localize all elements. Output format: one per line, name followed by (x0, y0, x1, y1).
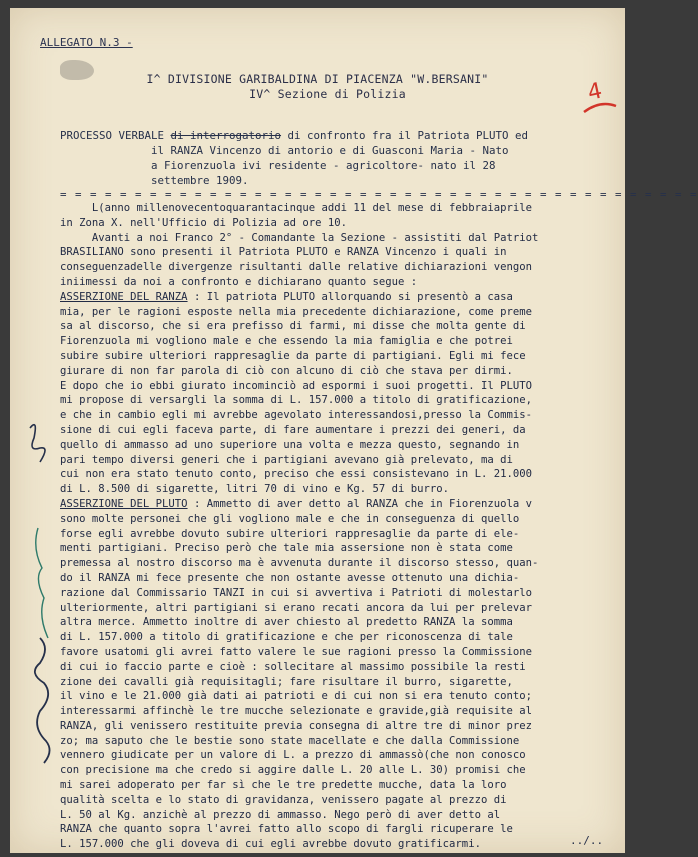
body-line: sione di cui egli faceva parte, di fare aumentare i prezzi dei generi, da (60, 423, 526, 436)
body-line: in Zona X. nell'Ufficio di Polizia ad ore 10. (60, 216, 348, 229)
body-line: RANZA che quanto sopra l'avrei fatto allo scopo di fargli ricuperare le (60, 823, 513, 836)
report-title-line3: a Fiorenzuola ivi residente - agricoltore- nato il 28 (151, 159, 496, 172)
document-page (10, 8, 698, 853)
body-line: Avanti a noi Franco 2° - Comandante la Sezione - assistiti dal Patriot (60, 231, 539, 244)
body-line: di L. 157.000 a titolo di gratificazione e che per riconoscenza di tale (60, 631, 513, 644)
body-line: mi propose di versargli la somma di L. 157.000 a titolo di gratificazione, (60, 394, 532, 407)
body-line: pari tempo diversi generi che i partigiani avevano già prelevato, ma di (60, 453, 513, 466)
margin-signatures-icon (10, 408, 70, 808)
body-line: conseguenzadelle divergenze risultanti dalle relative dichiarazioni vengon (60, 261, 532, 274)
header-division: I^ DIVISIONE GARIBALDINA DI PIACENZA "W.BERSANI" (146, 72, 489, 86)
report-title-suffix: di confronto fra il Patriota PLUTO ed (281, 129, 529, 142)
body-line: e che in cambio egli mi avrebbe agevolato interessandosi,presso la Commis- (60, 409, 532, 422)
report-title-line2: il RANZA Vincenzo di antorio e di Guasconi Maria - Nato (151, 144, 509, 157)
report-body (60, 201, 625, 852)
body-line: altra merce. Ammetto inoltre di aver chiesto al predetto RANZA la somma (60, 616, 513, 629)
body-line: E dopo che io ebbi giurato incominciò ad espormi i suoi progetti. Il PLUTO (60, 379, 532, 392)
body-line: subire subire ulteriori rappresaglie da parte di partigiani. Egli mi fece (60, 349, 526, 362)
red-pencil-number: 4 (585, 78, 605, 106)
body-line: iniimessi da noi a confronto e dichiarano quanto segue : (60, 275, 418, 288)
body-line: razione dal Commissario TANZI in cui si avvertiva i Patrioti di molestarlo (60, 586, 532, 599)
body-line: favore usatomi gli avrei fatto valere le sue ragioni presso la Commissione (60, 645, 532, 658)
body-line: L. 50 al Kg. anzichè al prezzo di ammasso. Nego però di aver detto al (60, 808, 501, 821)
body-line: giurare di non far parola di ciò con alcuno di ciò che stava per dirmi. (60, 364, 513, 377)
body-line: L(anno millenovecentoquarantacinque addi 11 del mese di febbraiaprile (60, 202, 532, 214)
body-line: vennero giudicate per un valore di L. a prezzo di ammassò(che non conosco (60, 749, 526, 762)
document-header (10, 72, 625, 102)
report-title-line1 (60, 128, 620, 143)
body-line: con precisione ma che credo si aggire dalle L. 20 alle L. 30) promisi che (60, 764, 526, 777)
body-line: sa al discorso, che si era prefisso di farmi, mi disse che molta gente di (60, 320, 526, 333)
report-title-line4: settembre 1909. (151, 174, 249, 187)
report-title-prefix: PROCESSO VERBALE (60, 129, 171, 142)
body-line: qualità scelta e lo stato di gravidanza, venissero pagate al prezzo di (60, 793, 507, 806)
body-line: RANZA, gli venissero restituite previa consegna di altre tre di minor prez (60, 719, 532, 732)
red-pencil-number-icon (580, 72, 620, 122)
continuation-mark: ../.. (570, 834, 604, 847)
body-line: premessa al nostro discorso ma è avvenuta durante il discorso stesso, quan- (60, 557, 539, 570)
struck-word: di interrogatorio (170, 129, 282, 142)
attachment-label: ALLEGATO N.3 - (40, 36, 133, 49)
body-line: mia, per le ragioni esposte nella mia precedente dichiarazione, come preme (60, 305, 532, 318)
body-line: cui non era stato tenuto conto, preciso che essi consistevano in L. 21.000 (60, 468, 532, 481)
body-line: L. 157.000 che gli doveva di cui egli avrebbe dovuto gratificarmi. (60, 838, 481, 851)
header-section: IV^ Sezione di Polizia (249, 87, 406, 101)
body-line: menti partigiani. Preciso però che tale mia assersione non è stata come (60, 542, 513, 555)
body-line: ulteriormente, altri partigiani si erano recati ancora da lui per prelevar (60, 601, 532, 614)
body-line: sono molte personei che gli vogliono male e che in conseguenza di quello (60, 512, 520, 525)
body-line: ASSERZIONE DEL RANZA : Il patriota PLUTO allorquando si presentò a casa (60, 290, 513, 303)
report-title-block (60, 128, 620, 188)
body-line: ASSERZIONE DEL PLUTO : Ammetto di aver detto al RANZA che in Fiorenzuola v (60, 497, 532, 510)
body-line: di L. 8.500 di sigarette, litri 70 di vino e Kg. 57 di burro. (60, 483, 450, 496)
body-line: BRASILIANO sono presenti il Patriota PLUTO e RANZA Vincenzo i quali in (60, 246, 507, 259)
body-line: interessarmi affinchè le tre mucche selezionate e gravide,già requisite al (60, 705, 532, 718)
body-line: forse egli avrebbe dovuto subire ulteriori rappresaglie da parte di ele- (60, 527, 520, 540)
body-line: il vino e le 21.000 già dati ai patrioti e di cui non si era tenuto conto; (60, 690, 532, 703)
body-line: di cui io faccio parte e cioè : sollecitare al massimo possibile la resti (60, 660, 526, 673)
body-line: zo; ma saputo che le bestie sono state macellate e che dalla Commissione (60, 734, 520, 747)
body-line: quello di ammasso ad uno superiore una volta e mezza questo, segnando in (60, 438, 520, 451)
body-line: Fiorenzuola mi vogliono male e che essendo la mia famiglia e che potrei (60, 335, 513, 348)
body-line: mi sarei adoperato per far sì che le tre predette mucche, data la loro (60, 779, 507, 792)
body-line: do il RANZA mi fece presente che non ostante avesse ottenuto una dichia- (60, 571, 520, 584)
body-line: zione dei cavalli già requisitagli; fare risultare il burro, sigarette, (60, 675, 513, 688)
separator-line: = = = = = = = = = = = = = = = = = = = = = = = = = = = = = = = = = = = = = = = = = = = (60, 188, 698, 201)
